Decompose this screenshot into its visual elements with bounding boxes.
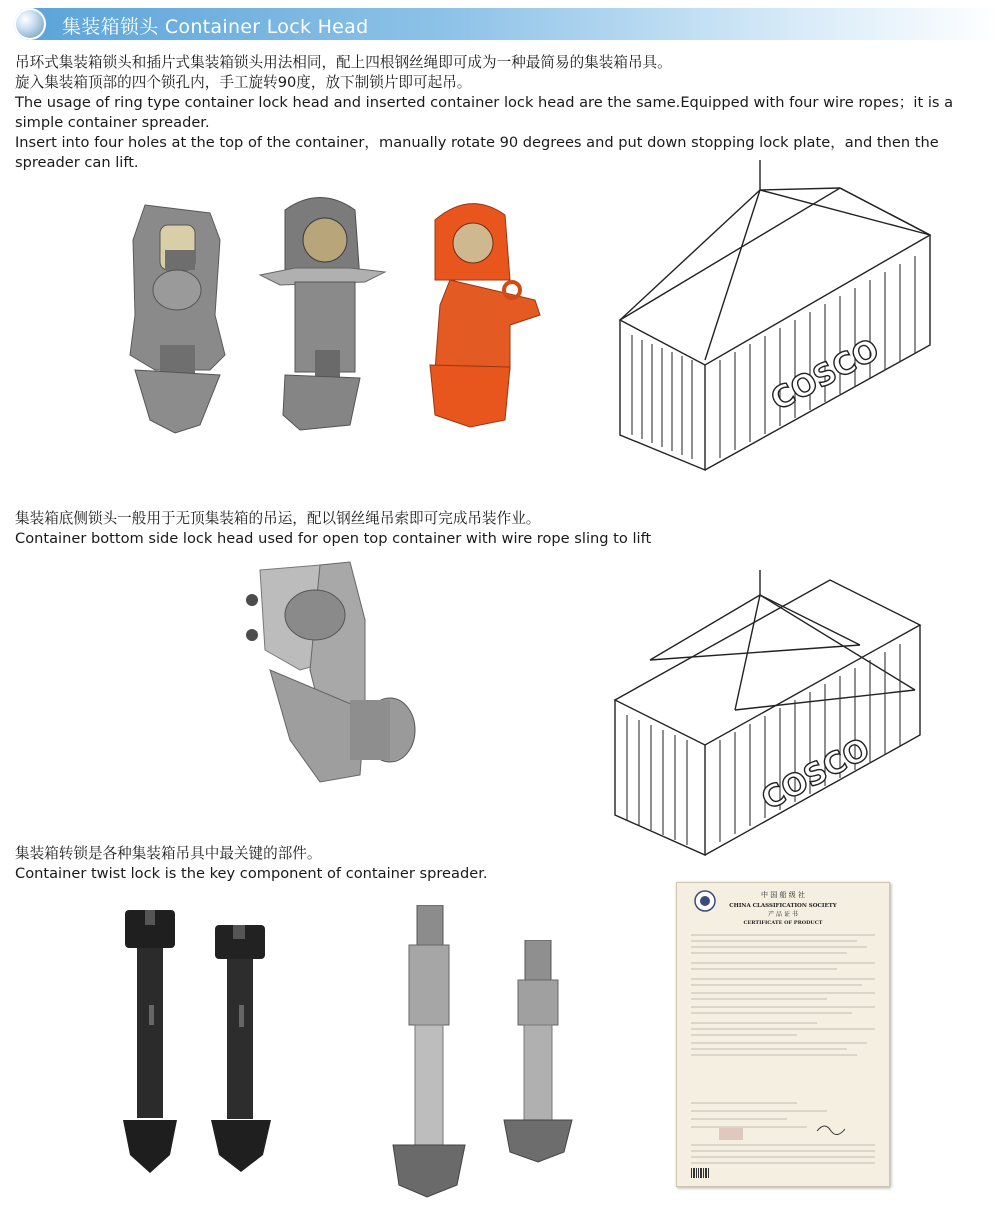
inserted-lock-head-image	[255, 190, 390, 435]
intro-line-2: 旋入集装箱顶部的四个锁孔内，手工旋转90度，放下制锁片即可起吊。	[15, 74, 472, 91]
bottom-side-lock-head-image	[240, 560, 420, 790]
container-logo-text: COSCO	[765, 332, 885, 418]
ring-lock-head-image	[115, 195, 245, 445]
certificate-sheet	[677, 883, 889, 1186]
section-header	[14, 8, 998, 40]
intro-line-1: 吊环式集装箱锁头和插片式集装箱锁头用法相同，配上四根钢丝绳即可成为一种最简易的集装箱吊具。	[15, 54, 672, 71]
cert-signature-icon	[817, 1126, 845, 1135]
product-certificate-image	[676, 882, 890, 1187]
container-spreader-drawing-top	[610, 160, 945, 480]
cert-stamp-icon	[719, 1128, 743, 1140]
orange-ring-lock-head-image	[415, 195, 550, 435]
intro-line-3: The usage of ring type container lock head and inserted container lock head are the same.Equipped with four wire ropes；it is a	[15, 94, 954, 111]
page-title: 集装箱锁头 Container Lock Head	[62, 16, 369, 38]
cert-org-en: CHINA CLASSIFICATION SOCIETY	[729, 903, 837, 909]
intro-line-4: simple container spreader.	[15, 114, 210, 131]
twist-lock-black-1-image	[115, 905, 195, 1175]
cert-doc-en: CERTIFICATE OF PRODUCT	[743, 920, 823, 926]
twist-lock-steel-long-image	[385, 905, 470, 1200]
intro-line-5: Insert into four holes at the top of the container，manually rotate 90 degrees and put down stopping lock plate，and then the	[15, 134, 939, 151]
twist-lock-line-2: Container twist lock is the key component of container spreader.	[15, 865, 488, 882]
twist-lock-black-2-image	[205, 920, 285, 1175]
header-bullet-icon	[14, 8, 46, 40]
container-sling-drawing-bottom	[610, 570, 945, 860]
twist-lock-line-1: 集装箱转锁是各种集装箱吊具中最关键的部件。	[15, 845, 322, 862]
bottom-lock-line-1: 集装箱底侧锁头一般用于无顶集装箱的吊运，配以钢丝绳吊索即可完成吊装作业。	[15, 510, 541, 527]
bottom-lock-line-2: Container bottom side lock head used for open top container with wire rope sling to lift	[15, 530, 652, 547]
container-logo-text-2: COSCO	[756, 731, 876, 818]
intro-line-6: spreader can lift.	[15, 154, 139, 171]
cert-doc-cn: 产 品 证 书	[768, 911, 798, 918]
cert-org-cn: 中 国 船 级 社	[761, 891, 805, 899]
twist-lock-steel-short-image	[500, 940, 575, 1165]
